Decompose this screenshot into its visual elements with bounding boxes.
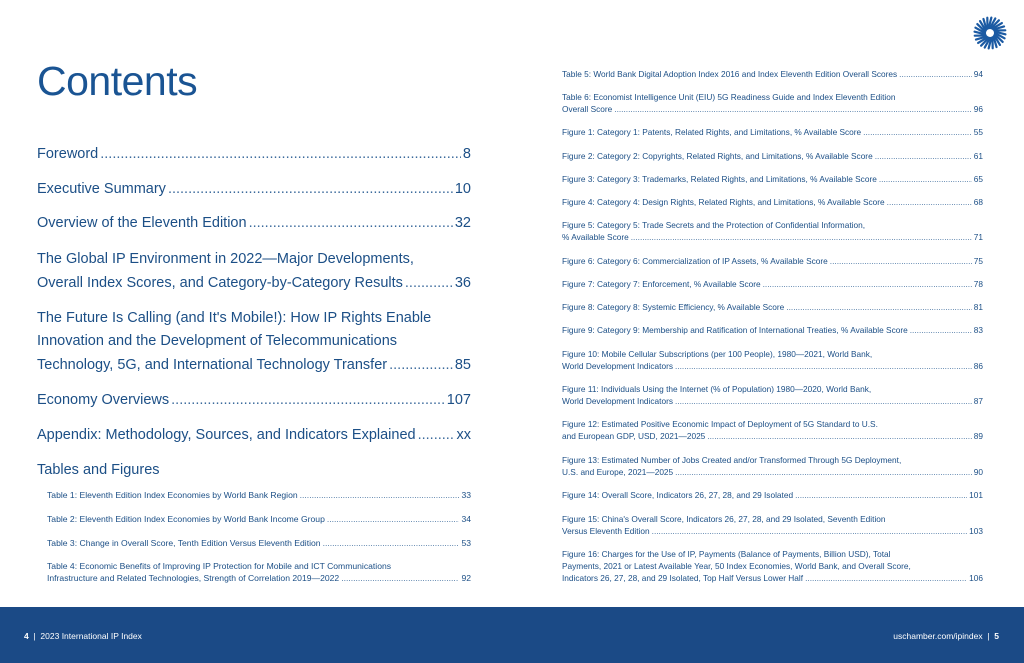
toc-entry-future-line2[interactable]: Innovation and the Development of Telecommunications: [37, 333, 398, 349]
leader-dots: [249, 215, 453, 231]
toc-label: Figure 2: Category 2: Copyrights, Related Rights, and Limitations, % Available Score: [562, 151, 873, 161]
toc-entry-figure-7[interactable]: [562, 279, 983, 289]
leader-dots: [707, 431, 971, 441]
toc-page-number: 34: [461, 514, 471, 524]
toc-entry-appendix[interactable]: [37, 427, 471, 443]
footer-separator: |: [987, 631, 990, 641]
toc-page-number: 92: [461, 573, 471, 583]
footer-bar: [0, 607, 1024, 663]
toc-entry-future[interactable]: [37, 357, 471, 373]
toc-page-number: 78: [973, 279, 983, 289]
leader-dots: [652, 526, 968, 536]
toc-label: Table 1: Eleventh Edition Index Economies by World Bank Region: [47, 490, 298, 500]
tables-and-figures-heading: Tables and Figures: [37, 462, 160, 478]
toc-entry-figure-15-line1[interactable]: Figure 15: China's Overall Score, Indicators 26, 27, 28, and 29 Isolated, Seventh Edition: [562, 514, 886, 524]
toc-page-number: 33: [461, 490, 471, 500]
toc-entry-economy-overviews[interactable]: [37, 392, 471, 408]
footer-right: [893, 631, 999, 641]
toc-page-number: 36: [454, 275, 471, 291]
leader-dots: [614, 104, 972, 114]
toc-label: Table 5: World Bank Digital Adoption Index 2016 and Index Eleventh Edition Overall Scores: [562, 69, 898, 79]
toc-label: Overall Index Scores, and Category-by-Category Results: [37, 275, 403, 291]
toc-entry-global-ip[interactable]: [37, 275, 471, 291]
toc-page-number: 65: [973, 174, 983, 184]
toc-page-number: 55: [973, 127, 983, 137]
leader-dots: [341, 573, 459, 583]
toc-label: Figure 1: Category 1: Patents, Related Rights, and Limitations, % Available Score: [562, 127, 862, 137]
leader-dots: [631, 232, 972, 242]
toc-entry-figure-9[interactable]: [562, 325, 983, 335]
leader-dots: [405, 275, 453, 291]
toc-label: and European GDP, USD, 2021—2025: [562, 431, 706, 441]
toc-label: Figure 4: Category 4: Design Rights, Related Rights, and Limitations, % Available Score: [562, 197, 885, 207]
toc-label: Executive Summary: [37, 181, 166, 197]
toc-entry-foreword[interactable]: [37, 146, 471, 162]
toc-page-number: 107: [446, 392, 471, 408]
leader-dots: [418, 427, 455, 443]
toc-entry-figure-13[interactable]: [562, 467, 983, 477]
toc-page-number: 94: [973, 69, 983, 79]
toc-entry-figure-11[interactable]: [562, 396, 983, 406]
page-title: Contents: [37, 58, 198, 104]
toc-entry-figure-16-line1[interactable]: Figure 16: Charges for the Use of IP, Payments (Balance of Payments, Billion USD), Total: [562, 549, 891, 559]
toc-entry-executive-summary[interactable]: [37, 181, 471, 197]
toc-label: Appendix: Methodology, Sources, and Indicators Explained: [37, 427, 416, 443]
toc-entry-figure-10[interactable]: [562, 361, 983, 371]
toc-entry-table-4-line1[interactable]: Table 4: Economic Benefits of Improving IP Protection for Mobile and ICT Communications: [47, 561, 392, 571]
toc-label: Figure 8: Category 8: Systemic Efficiency, % Available Score: [562, 302, 785, 312]
toc-entry-global-ip-line1[interactable]: The Global IP Environment in 2022—Major Developments,: [37, 251, 414, 267]
leader-dots: [327, 514, 460, 524]
toc-label: Foreword: [37, 146, 99, 162]
toc-entry-figure-12-line1[interactable]: Figure 12: Estimated Positive Economic Impact of Deployment of 5G Standard to U.S.: [562, 419, 878, 429]
toc-page-number: 106: [969, 573, 983, 583]
toc-label: Figure 14: Overall Score, Indicators 26, 27, 28, and 29 Isolated: [562, 490, 794, 500]
toc-entry-future-line1[interactable]: The Future Is Calling (and It's Mobile!): How IP Rights Enable: [37, 310, 432, 326]
toc-entry-figure-8[interactable]: [562, 302, 983, 312]
toc-entry-overview[interactable]: [37, 215, 471, 231]
leader-dots: [887, 197, 972, 207]
leader-dots: [675, 361, 972, 371]
toc-page-number: 71: [973, 232, 983, 242]
toc-entry-figure-6[interactable]: [562, 256, 983, 266]
toc-entry-table-2[interactable]: [47, 514, 471, 524]
toc-entry-figure-13-line1[interactable]: Figure 13: Estimated Number of Jobs Created and/or Transformed Through 5G Deployment,: [562, 455, 902, 465]
toc-page-number: 10: [454, 181, 471, 197]
toc-label: Figure 6: Category 6: Commercialization of IP Assets, % Available Score: [562, 256, 828, 266]
toc-entry-figure-4[interactable]: [562, 197, 983, 207]
leader-dots: [899, 69, 972, 79]
toc-entry-figure-2[interactable]: [562, 151, 983, 161]
toc-entry-figure-16-line2[interactable]: Payments, 2021 or Latest Available Year, 50 Index Economies, World Bank, and Overall Score,: [562, 561, 911, 571]
toc-page-number: 90: [973, 467, 983, 477]
toc-page-number: 101: [969, 490, 983, 500]
toc-entry-table-4[interactable]: [47, 573, 471, 583]
leader-dots: [100, 146, 461, 162]
leader-dots: [863, 127, 972, 137]
toc-entry-figure-14[interactable]: [562, 490, 983, 500]
toc-entry-table-6[interactable]: [562, 104, 983, 114]
toc-page-number: 53: [461, 538, 471, 548]
leader-dots: [300, 490, 460, 500]
footer-left: [24, 631, 142, 641]
toc-page-number: 68: [973, 197, 983, 207]
toc-label: Figure 7: Category 7: Enforcement, % Available Score: [562, 279, 761, 289]
leader-dots: [879, 174, 972, 184]
leader-dots: [323, 538, 460, 548]
toc-label: Overall Score: [562, 104, 613, 114]
toc-entry-table-1[interactable]: [47, 490, 471, 500]
right-page-number: 5: [994, 631, 999, 641]
publication-name: 2023 International IP Index: [40, 631, 142, 641]
toc-label: % Available Score: [562, 232, 629, 242]
toc-page-number: 103: [969, 526, 983, 536]
toc-label: Infrastructure and Related Technologies, Strength of Correlation 2019—2022: [47, 573, 340, 583]
leader-dots: [786, 302, 971, 312]
toc-entry-table-6-line1[interactable]: Table 6: Economist Intelligence Unit (EIU) 5G Readiness Guide and Index Eleventh Edition: [562, 92, 896, 102]
toc-label: Figure 3: Category 3: Trademarks, Related Rights, and Limitations, % Available Score: [562, 174, 877, 184]
website-link[interactable]: uschamber.com/ipindex: [893, 631, 983, 641]
toc-page-number: 83: [973, 325, 983, 335]
toc-entry-figure-1[interactable]: [562, 127, 983, 137]
leader-dots: [763, 279, 972, 289]
toc-page-number: 81: [973, 302, 983, 312]
toc-label: Indicators 26, 27, 28, and 29 Isolated, Top Half Versus Lower Half: [562, 573, 804, 583]
toc-entry-figure-10-line1[interactable]: Figure 10: Mobile Cellular Subscriptions (per 100 People), 1980—2021, World Bank,: [562, 349, 873, 359]
toc-entry-figure-15[interactable]: [562, 526, 983, 536]
toc-page-number: 8: [462, 146, 471, 162]
toc-label: Table 3: Change in Overall Score, Tenth Edition Versus Eleventh Edition: [47, 538, 321, 548]
toc-label: World Development Indicators: [562, 396, 673, 406]
toc-page-number: 85: [454, 357, 471, 373]
toc-label: Technology, 5G, and International Technology Transfer: [37, 357, 388, 373]
toc-page-number: 86: [973, 361, 983, 371]
toc-entry-figure-3[interactable]: [562, 174, 983, 184]
leader-dots: [168, 181, 453, 197]
toc-label: Overview of the Eleventh Edition: [37, 215, 247, 231]
toc-page-number: 75: [973, 256, 983, 266]
leader-dots: [675, 396, 972, 406]
left-page-number: 4: [24, 631, 29, 641]
leader-dots: [389, 357, 453, 373]
leader-dots: [875, 151, 972, 161]
leader-dots: [910, 325, 972, 335]
toc-entry-figure-16[interactable]: [562, 573, 983, 583]
toc-page-number: xx: [456, 427, 471, 443]
toc-entry-figure-12[interactable]: [562, 431, 983, 441]
toc-label: Versus Eleventh Edition: [562, 526, 650, 536]
leader-dots: [675, 467, 972, 477]
leader-dots: [795, 490, 967, 500]
toc-page-number: 32: [454, 215, 471, 231]
toc-label: Table 2: Eleventh Edition Index Economies by World Bank Income Group: [47, 514, 325, 524]
toc-label: World Development Indicators: [562, 361, 673, 371]
toc-entry-figure-5[interactable]: [562, 232, 983, 242]
leader-dots: [171, 392, 445, 408]
toc-entry-table-3[interactable]: [47, 538, 471, 548]
toc-page-number: 61: [973, 151, 983, 161]
leader-dots: [805, 573, 967, 583]
toc-entry-figure-11-line1[interactable]: Figure 11: Individuals Using the Internet (% of Population) 1980—2020, World Bank,: [562, 384, 872, 394]
footer-separator: |: [33, 631, 36, 641]
toc-entry-figure-5-line1[interactable]: Figure 5: Category 5: Trade Secrets and the Protection of Confidential Information,: [562, 220, 866, 230]
toc-entry-table-5[interactable]: [562, 69, 983, 79]
leader-dots: [830, 256, 972, 266]
toc-label: U.S. and Europe, 2021—2025: [562, 467, 674, 477]
sunburst-logo-icon: [973, 16, 1007, 50]
toc-label: Figure 9: Category 9: Membership and Ratification of International Treaties, % Available Score: [562, 325, 908, 335]
toc-page-number: 89: [973, 431, 983, 441]
toc-page-number: 96: [973, 104, 983, 114]
toc-label: Economy Overviews: [37, 392, 170, 408]
toc-page-number: 87: [973, 396, 983, 406]
